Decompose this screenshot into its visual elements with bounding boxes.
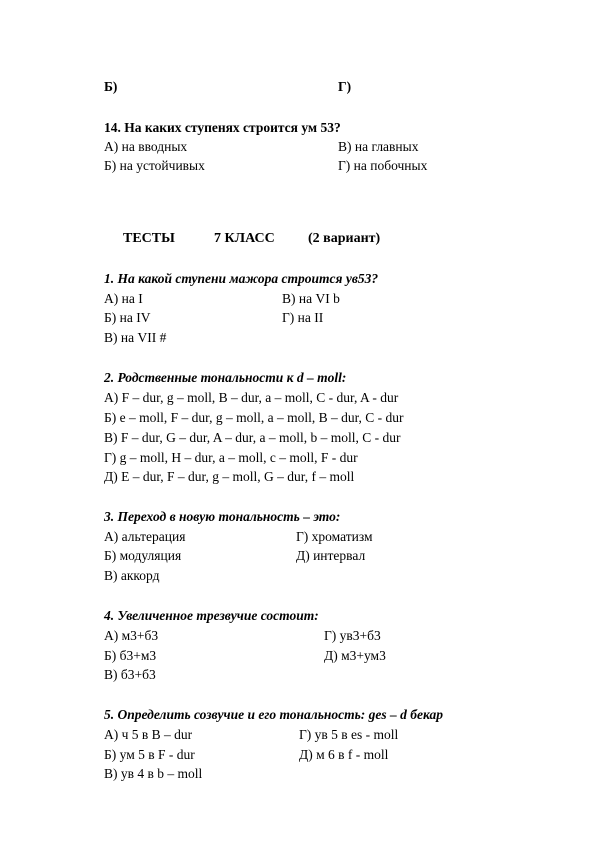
q2-option-b: Б) e – moll, F – dur, g – moll, a – moll, B – dur, C - dur (104, 410, 404, 425)
q1-option-a: А) на I (104, 291, 143, 306)
q2-option-d: Д) E – dur, F – dur, g – moll, G – dur, f – moll (104, 469, 355, 484)
question-5: 5. Определить созвучие и его тональность: ges – d бекар (104, 707, 444, 722)
q4-option-v: В) б3+б3 (104, 667, 156, 682)
heading-tests: ТЕСТЫ (123, 231, 175, 246)
question-4: 4. Увеличенное трезвучие состоит: (104, 608, 319, 623)
prev-option-b: Б) (104, 79, 118, 94)
q4-option-g: Г) ув3+б3 (324, 628, 381, 643)
question-1: 1. На какой ступени мажора строится ув53? (104, 271, 379, 286)
q5-option-g: Г) ув 5 в es - moll (299, 727, 399, 742)
q1-option-b: Б) на IV (104, 310, 151, 325)
q1-option-g: Г) на II (282, 310, 324, 325)
question-2: 2. Родственные тональности к d – moll: (104, 370, 347, 385)
q3-option-d: Д) интервал (296, 548, 366, 563)
q4-option-b: Б) б3+м3 (104, 648, 157, 663)
q14-option-b: Б) на устойчивых (104, 158, 205, 173)
q14-option-g: Г) на побочных (338, 158, 428, 173)
q2-option-a: А) F – dur, g – moll, B – dur, a – moll, C - dur, A - dur (104, 390, 399, 405)
question-14: 14. На каких ступенях строится ум 53? (104, 120, 341, 135)
heading-grade: 7 КЛАСС (214, 231, 275, 246)
q4-option-d: Д) м3+ум3 (324, 648, 386, 663)
q2-option-g: Г) g – moll, H – dur, a – moll, c – moll, F - dur (104, 450, 358, 465)
question-3: 3. Переход в новую тональность – это: (104, 509, 341, 524)
q5-option-d: Д) м 6 в f - moll (299, 747, 389, 762)
q14-option-v: В) на главных (338, 139, 419, 154)
q5-option-a: А) ч 5 в B – dur (104, 727, 193, 742)
q1-option-v2: В) на VII # (104, 330, 167, 345)
q1-option-v: В) на VI b (282, 291, 340, 306)
q3-option-g: Г) хроматизм (296, 529, 373, 544)
prev-option-g: Г) (338, 79, 352, 94)
q3-option-v: В) аккорд (104, 568, 160, 583)
q3-option-a: А) альтерация (104, 529, 186, 544)
q5-option-b: Б) ум 5 в F - dur (104, 747, 195, 762)
q4-option-a: А) м3+б3 (104, 628, 159, 643)
heading-variant: (2 вариант) (308, 231, 381, 246)
q3-option-b: Б) модуляция (104, 548, 182, 563)
q14-option-a: А) на вводных (104, 139, 188, 154)
q5-option-v: В) ув 4 в b – moll (104, 766, 203, 781)
q2-option-v: В) F – dur, G – dur, A – dur, a – moll, b – moll, C - dur (104, 430, 401, 445)
